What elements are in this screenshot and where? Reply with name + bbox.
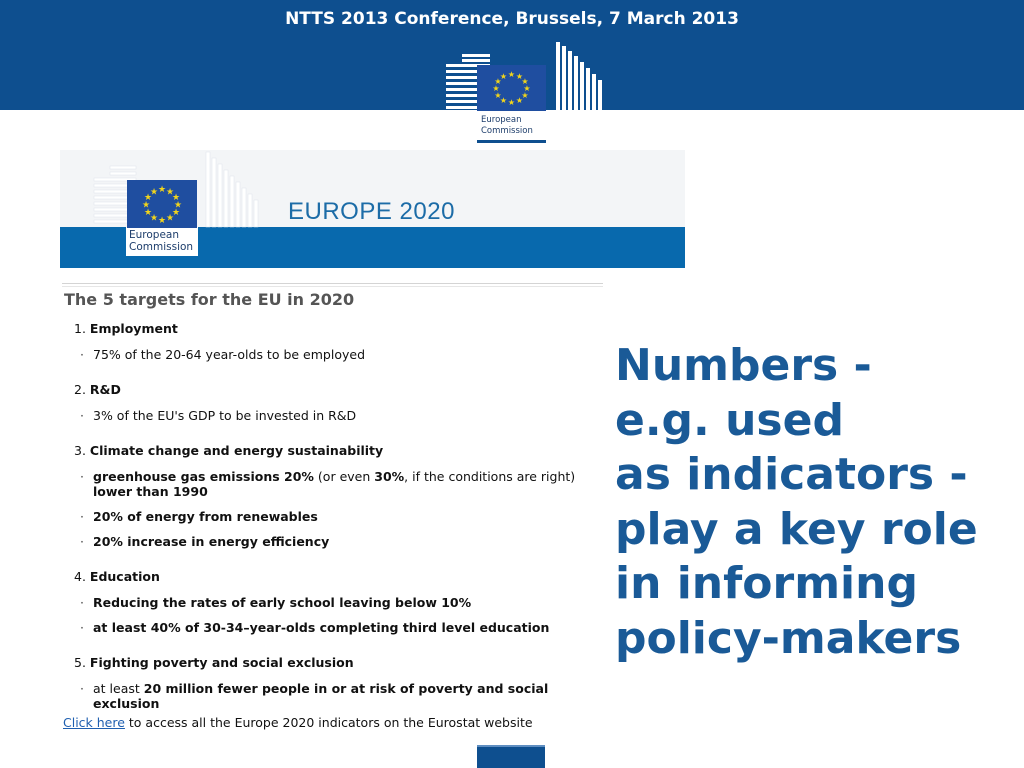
plain-text: (or even xyxy=(313,469,375,484)
link-description: to access all the Europe 2020 indicators on the Eurostat website xyxy=(124,715,533,730)
target-number: 4. xyxy=(74,569,86,584)
svg-text:★: ★ xyxy=(171,193,181,203)
svg-text:★: ★ xyxy=(494,91,502,100)
panel-divider xyxy=(62,283,603,284)
target-heading-employment xyxy=(74,321,178,336)
plain-text: at least xyxy=(93,681,144,696)
target-heading-poverty xyxy=(74,655,354,670)
side-message-line: in informing xyxy=(615,558,918,609)
logo-caption-line: European xyxy=(481,115,522,125)
svg-text:★: ★ xyxy=(507,98,516,107)
side-message-line: as indicators - xyxy=(615,449,968,500)
target-title: Education xyxy=(89,569,160,584)
bullet-icon: · xyxy=(80,509,84,524)
svg-text:★: ★ xyxy=(149,187,159,198)
target-heading-education xyxy=(74,569,160,584)
banner-title: EUROPE 2020 xyxy=(288,198,455,225)
emphasis: 30% xyxy=(374,469,405,484)
plain-text: , if the conditions are right) xyxy=(404,469,576,484)
target-item xyxy=(80,347,600,362)
svg-text:★: ★ xyxy=(494,77,502,86)
bottom-logo-tab xyxy=(477,745,545,768)
svg-text:★: ★ xyxy=(171,208,181,218)
svg-text:★: ★ xyxy=(499,96,508,105)
target-item-text: Reducing the rates of early school leaving below 10% xyxy=(93,595,472,610)
side-message xyxy=(615,339,1015,666)
bullet-icon: · xyxy=(80,469,84,484)
click-here-link[interactable]: Click here xyxy=(63,715,125,730)
logo-caption-line: Commission xyxy=(129,241,194,253)
indicators-link-line xyxy=(63,715,533,730)
target-title: R&D xyxy=(89,382,121,397)
svg-text:★: ★ xyxy=(157,185,167,195)
svg-text:★: ★ xyxy=(521,91,529,100)
target-item xyxy=(80,534,600,549)
bullet-icon: · xyxy=(80,595,84,610)
target-item xyxy=(80,408,600,423)
svg-text:★: ★ xyxy=(157,216,167,226)
svg-text:★: ★ xyxy=(165,213,175,224)
target-item xyxy=(80,509,600,524)
target-title: Fighting poverty and social exclusion xyxy=(89,655,354,670)
bullet-icon: · xyxy=(80,408,84,423)
svg-text:★: ★ xyxy=(507,70,516,79)
target-number: 5. xyxy=(74,655,86,670)
conference-title: NTTS 2013 Conference, Brussels, 7 March 2013 xyxy=(285,9,739,29)
svg-text:★: ★ xyxy=(492,84,500,93)
target-item-text: 20% increase in energy efficiency xyxy=(93,534,330,549)
target-heading-climate xyxy=(74,443,383,458)
target-number: 1. xyxy=(74,321,86,336)
target-number: 2. xyxy=(74,382,86,397)
target-item-text: 3% of the EU's GDP to be invested in R&D xyxy=(93,408,357,423)
bullet-icon: · xyxy=(80,534,84,549)
target-item-text: 20% of energy from renewables xyxy=(93,509,318,524)
bullet-icon: · xyxy=(80,620,84,635)
svg-text:★: ★ xyxy=(141,200,151,211)
target-number: 3. xyxy=(74,443,86,458)
emphasis: greenhouse gas emissions 20% xyxy=(93,469,314,484)
emphasis: 20 million fewer people in or at risk of poverty and social exclusion xyxy=(93,681,549,711)
banner-commission-caption xyxy=(129,229,193,253)
svg-text:★: ★ xyxy=(515,96,524,105)
europe-2020-banner xyxy=(60,150,685,268)
target-item-text: 75% of the 20-64 year-olds to be employed xyxy=(93,347,365,362)
svg-text:★: ★ xyxy=(149,213,159,224)
target-item-text xyxy=(93,681,600,711)
logo-caption-line: Commission xyxy=(481,126,533,136)
side-message-line: e.g. used xyxy=(615,394,844,446)
svg-text:★: ★ xyxy=(515,72,524,81)
target-heading-rd xyxy=(74,382,121,397)
target-item-text xyxy=(93,469,600,499)
side-message-line: play a key role xyxy=(615,503,978,555)
svg-text:★: ★ xyxy=(143,193,153,203)
side-message-line: Numbers - xyxy=(615,340,872,391)
logo-caption-line: European xyxy=(129,229,180,241)
target-title: Climate change and energy sustainability xyxy=(89,443,384,458)
target-title: Employment xyxy=(89,321,178,336)
side-message-line: policy-makers xyxy=(615,612,962,664)
svg-text:★: ★ xyxy=(165,187,175,198)
panel-divider xyxy=(62,286,603,287)
target-item xyxy=(80,620,600,635)
bullet-icon: · xyxy=(80,681,84,696)
targets-heading: The 5 targets for the EU in 2020 xyxy=(64,290,355,309)
target-item xyxy=(80,681,600,711)
svg-text:★: ★ xyxy=(143,208,153,218)
svg-text:★: ★ xyxy=(173,200,183,211)
svg-text:★: ★ xyxy=(499,72,508,81)
target-item xyxy=(80,595,600,610)
svg-text:★: ★ xyxy=(521,77,529,86)
target-item-text: at least 40% of 30-34–year-olds completing third level education xyxy=(93,620,550,635)
target-item xyxy=(80,469,600,499)
emphasis: lower than 1990 xyxy=(93,484,208,499)
european-commission-caption xyxy=(481,115,533,137)
svg-text:★: ★ xyxy=(523,84,531,93)
bullet-icon: · xyxy=(80,347,84,362)
logo-underline xyxy=(477,140,546,143)
